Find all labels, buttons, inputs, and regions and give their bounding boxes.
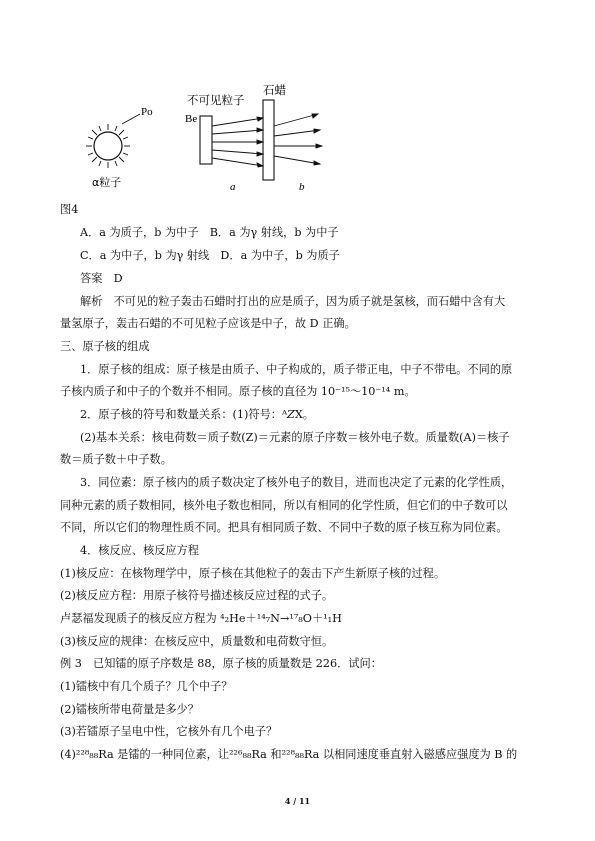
page-number: 4 / 11 (284, 796, 311, 806)
section-heading: 三、原子核的组成 (60, 340, 150, 353)
po-label: Po (141, 106, 153, 118)
analysis-line-1: 解析 不可见的粒子轰击石蜡时打出的应是质子，因为质子就是氢核，而石蜡中含有大 (80, 295, 506, 308)
example-3-q1: (1)镭核中有几个质子？几个中子？ (60, 680, 233, 693)
analysis-line-2: 量氢原子，轰击石蜡的不可见粒子应该是中子，故 D 正确。 (60, 317, 356, 330)
example-3-q2: (2)镭核所带电荷量是多少？ (60, 703, 199, 716)
para-3-line-1: 3．同位素：原子核内的质子数决定了核外电子的数目，进而也决定了元素的化学性质， (80, 476, 513, 489)
beryllium-plate (200, 116, 212, 164)
para-1-line-2: 子核内质子和中子的个数并不相同。原子核的直径为 10⁻¹⁵～10⁻¹⁴ m。 (60, 385, 416, 398)
ray-b-label: b (299, 181, 305, 193)
para-1-line-1: 1．原子核的组成：原子核是由质子、中子构成的，质子带正电，中子不带电。不同的原 (80, 363, 513, 376)
answer: 答案 D (80, 272, 123, 285)
example-3-q3: (3)若镭原子呈电中性，它核外有几个电子？ (60, 725, 278, 738)
para-3-line-3: 不同，所以它们的物理性质不同。把具有相同质子数、不同中子数的原子核互称为同位素。 (60, 521, 508, 534)
figure-4-diagram (70, 74, 370, 196)
option-c-d: C．a 为中子，b 为γ 射线 D．a 为中子，b 为质子 (80, 249, 340, 262)
option-a-b: A．a 为质子，b 为中子 B．a 为γ 射线，b 为中子 (80, 226, 339, 239)
para-4-heading: 4．核反应、核反应方程 (80, 544, 199, 557)
ray-a-label: a (230, 181, 236, 193)
figure-caption: 图4 (60, 203, 79, 216)
alpha-particle-label: α粒子 (92, 176, 122, 189)
example-3-stem: 例 3 已知镭的原子序数是 88，原子核的质量数是 226．试问： (60, 657, 382, 670)
para-2-line-2: (2)基本关系：核电荷数＝质子数(Z)＝元素的原子序数＝核外电子数。质量数(A)＝核子 (80, 431, 510, 444)
example-3-q4: (4)²²⁸₈₈Ra 是镭的一种同位素，让²²⁶₈₈Ra 和²²⁸₈₈Ra 以相同速度垂直射入磁感应强度为 B 的 (60, 748, 518, 761)
be-label: Be (185, 113, 198, 125)
paraffin-label: 石蜡 (263, 83, 286, 97)
para-3-line-2: 同种元素的质子数相同，核外电子数也相同，所以有相同的化学性质，但它们的中子数可以 (60, 499, 508, 512)
invisible-rays (212, 117, 263, 167)
para-4-line-1: (1)核反应：在核物理学中，原子核在其他粒子的轰击下产生新原子核的过程。 (60, 567, 446, 580)
para-2-line-3: 数＝质子数＋中子数。 (60, 453, 172, 466)
para-4-line-3: (3)核反应的规律：在核反应中，质量数和电荷数守恒。 (60, 635, 334, 648)
para-4-line-2: (2)核反应方程：用原子核符号描述核反应过程的式子。 (60, 589, 334, 602)
paraffin-plate (263, 100, 274, 180)
para-2-line-1: 2．原子核的符号和数量关系：(1)符号：ᴬ𝑍X。 (80, 408, 314, 421)
rutherford-equation: 卢瑟福发现质子的核反应方程为 ⁴₂He＋¹⁴₇N→¹⁷₈O＋¹₁H (60, 612, 342, 625)
invisible-particle-label: 不可见粒子 (187, 93, 245, 107)
polonium-source (86, 114, 140, 168)
knocked-out-rays (274, 114, 322, 165)
